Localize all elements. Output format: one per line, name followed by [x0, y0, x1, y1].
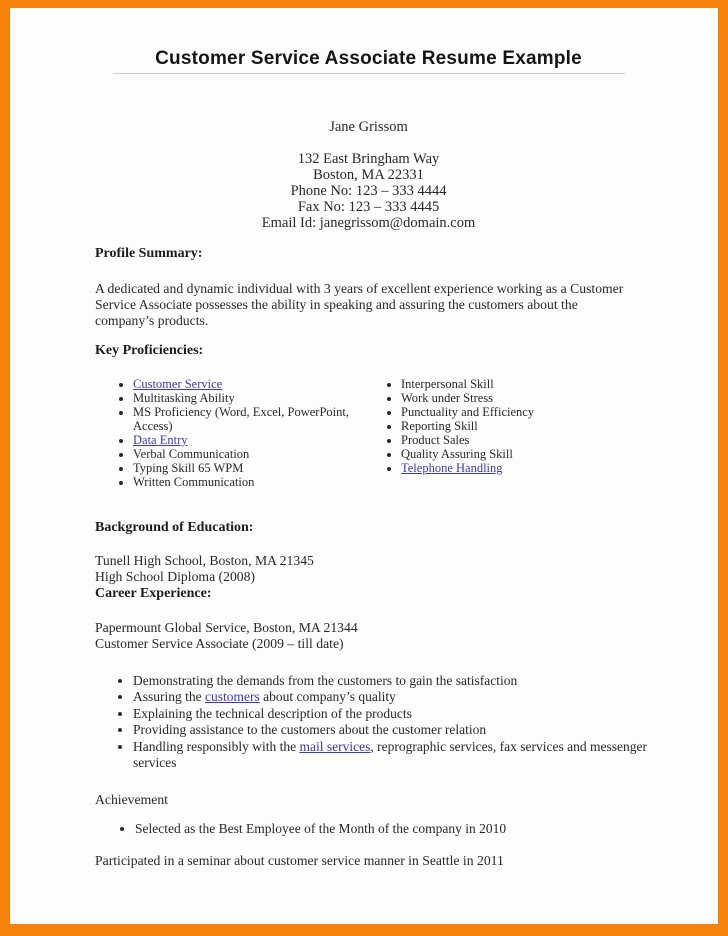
- contact-name: Jane Grissom: [329, 119, 408, 135]
- list-item: • Written Communication: [133, 475, 363, 489]
- bullet-text: , reprographic services, fax services and messenger services: [133, 738, 647, 771]
- contact-address-line1: 132 East Bringham Way: [297, 151, 440, 167]
- mail-services-link[interactable]: mail services: [299, 738, 371, 754]
- bullet-text: Providing assistance to the customers about the customer relation: [133, 722, 487, 738]
- proficiencies-columns: [95, 377, 642, 489]
- bullet-text: Handling responsibly with the: [133, 738, 300, 754]
- proficiencies-right-column: [363, 377, 642, 489]
- education-school: Tunell High School, Boston, MA 21345: [95, 552, 314, 568]
- contact-email: Email Id: janegrissom@domain.com: [261, 215, 476, 231]
- list-item: • Selected as the Best Employee of the Month of the company in 2010: [135, 821, 642, 837]
- career-bullet-list: [95, 673, 678, 772]
- data-entry-link[interactable]: Data Entry: [133, 432, 188, 447]
- list-item: [133, 433, 363, 447]
- contact-address-line2: Boston, MA 22331: [313, 167, 424, 183]
- profile-summary-heading: Profile Summary:: [95, 246, 203, 261]
- career-role: Customer Service Associate (2009 – till date): [95, 636, 344, 652]
- achievement-heading: Achievement: [95, 791, 168, 807]
- resume-page: [10, 46, 718, 936]
- achievement-bullet-list: [95, 821, 642, 837]
- career-company: Papermount Global Service, Boston, MA 21344: [95, 619, 358, 635]
- list-item: • Work under Stress: [401, 391, 642, 405]
- proficiencies-left-list: [95, 377, 363, 489]
- list-item: [133, 706, 678, 723]
- title-divider: [113, 73, 625, 74]
- customer-service-link[interactable]: Customer Service: [133, 376, 223, 391]
- contact-fax: Fax No: 123 – 333 4445: [297, 199, 440, 215]
- education-heading: Background of Education:: [95, 519, 254, 535]
- list-item: [133, 689, 678, 706]
- contact-block: [95, 151, 642, 231]
- contact-phone: Phone No: 123 – 333 4444: [290, 183, 447, 199]
- customers-link[interactable]: customers: [205, 689, 260, 705]
- list-item: [133, 739, 678, 772]
- list-item: • MS Proficiency (Word, Excel, PowerPoint, Access): [133, 405, 363, 433]
- page-title: Customer Service Associate Resume Example: [155, 48, 582, 69]
- list-item: • Interpersonal Skill: [401, 377, 642, 391]
- seminar-note: Participated in a seminar about customer service manner in Seattle in 2011: [95, 852, 504, 868]
- list-item: • Quality Assuring Skill: [401, 447, 642, 461]
- list-item: • Punctuality and Efficiency: [401, 405, 642, 419]
- list-item: • Reporting Skill: [401, 419, 642, 433]
- bullet-text: Assuring the: [133, 689, 205, 705]
- list-item: [133, 673, 678, 690]
- list-item: [133, 377, 363, 391]
- career-details: [95, 620, 642, 653]
- bullet-text: about company’s quality: [259, 689, 396, 705]
- bullet-text: Explaining the technical description of the products: [133, 705, 412, 721]
- list-item: [401, 461, 642, 475]
- proficiencies-left-column: [95, 377, 363, 489]
- proficiencies-right-list: [363, 377, 642, 475]
- list-item: • Verbal Communication: [133, 447, 363, 461]
- telephone-handling-link[interactable]: Telephone Handling: [401, 460, 503, 475]
- key-proficiencies-heading: Key Proficiencies:: [95, 342, 204, 358]
- contact-section: [95, 119, 642, 231]
- bullet-text: Demonstrating the demands from the customers to gain the satisfaction: [133, 672, 518, 688]
- education-degree: High School Diploma (2008): [95, 569, 256, 585]
- education-details: [95, 553, 642, 586]
- list-item: • Multitasking Ability: [133, 391, 363, 405]
- profile-summary-text: A dedicated and dynamic individual with 3 years of excellent experience working as a Customer Service Associate possesses the ability in speaking and assuring the customers about the company’s products.: [95, 281, 624, 328]
- list-item: [133, 722, 678, 739]
- list-item: • Product Sales: [401, 433, 642, 447]
- list-item: • Typing Skill 65 WPM: [133, 461, 363, 475]
- career-experience-heading: Career Experience:: [95, 585, 212, 601]
